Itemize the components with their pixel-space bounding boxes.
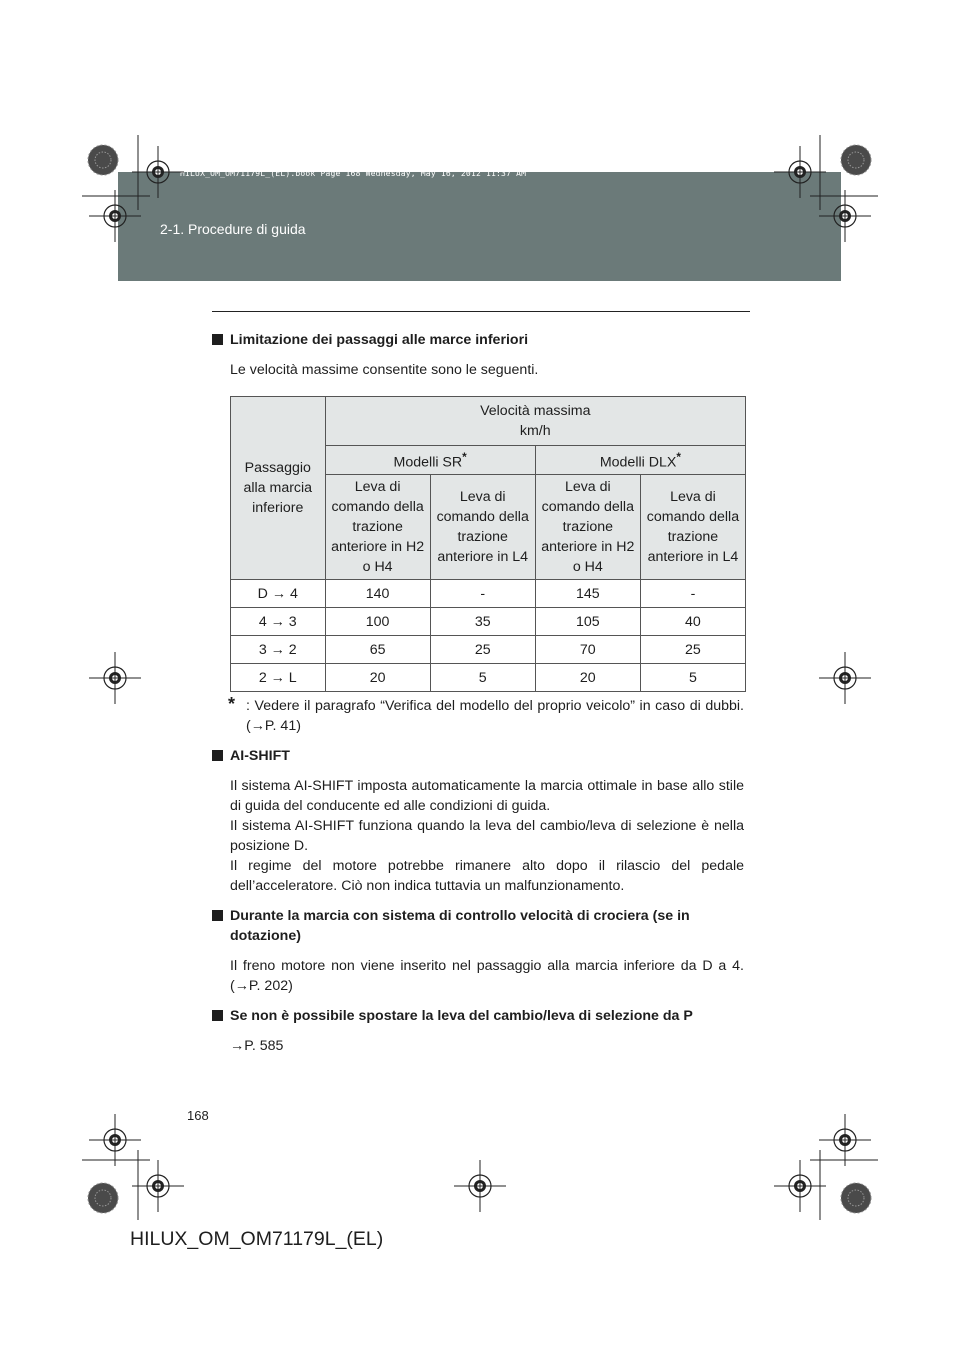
- table-header-cell: Modelli SR*: [325, 446, 535, 475]
- registration-cross-icon: [819, 1114, 871, 1166]
- registration-cross-icon: [89, 652, 141, 704]
- registration-cross-icon: [819, 190, 871, 242]
- registration-sun-icon: [88, 145, 118, 175]
- page-number: 168: [187, 1108, 209, 1123]
- table-cell: 140: [325, 580, 430, 608]
- registration-cross-icon: [774, 1160, 826, 1212]
- page-reference: →P. 585: [230, 1038, 284, 1054]
- main-content: [212, 330, 744, 1056]
- section-title: 2-1. Procedure di guida: [160, 221, 306, 237]
- table-header-cell: Passaggio alla marcia inferiore: [231, 397, 326, 580]
- table-cell: 40: [640, 608, 745, 636]
- section-body: Il sistema AI-SHIFT imposta automaticamente la marcia ottimale in base allo stile di guida del conducente ed alle condizioni di guida. Il sistema AI-SHIFT funziona quando la leva del cambio/leva di selezione è nella posizione D. Il regime del motore potrebbe rimanere alto dopo il rilascio del pedale dell’acceleratore. Ciò non indica tuttavia un malfunzionamento.: [230, 778, 744, 894]
- table-cell: 70: [535, 636, 640, 664]
- bullet-square-icon: [212, 750, 223, 761]
- table-cell: 25: [430, 636, 535, 664]
- table-header-cell: Modelli DLX*: [535, 446, 745, 475]
- registration-cross-icon: [454, 1160, 506, 1212]
- table-cell: 105: [535, 608, 640, 636]
- table-row: [231, 664, 746, 692]
- table-row: [231, 580, 746, 608]
- registration-cross-icon: [89, 190, 141, 242]
- table-header-cell: Leva di comando della trazione anteriore in L4: [640, 475, 745, 580]
- table-cell: 3 → 2: [231, 636, 326, 664]
- registration-sun-icon: [841, 145, 871, 175]
- registration-sun-icon: [88, 1183, 118, 1213]
- table-header-cell: Leva di comando della trazione anteriore in H2 o H4: [535, 475, 640, 580]
- table-cell: 5: [640, 664, 745, 692]
- speed-table: [230, 396, 746, 692]
- section-body: Il freno motore non viene inserito nel passaggio alla marcia inferiore da D a 4. (→P. 202): [230, 958, 744, 994]
- registration-sun-icon: [841, 1183, 871, 1213]
- table-header-cell: Leva di comando della trazione anteriore in L4: [430, 475, 535, 580]
- document-code: HILUX_OM_OM71179L_(EL): [130, 1228, 384, 1250]
- table-cell: 25: [640, 636, 745, 664]
- section-heading: Se non è possibile spostare la leva del cambio/leva di selezione da P: [212, 1006, 744, 1026]
- table-header-cell: Leva di comando della trazione anteriore in H2 o H4: [325, 475, 430, 580]
- table-cell: -: [640, 580, 745, 608]
- table-cell: 100: [325, 608, 430, 636]
- table-cell: D → 4: [231, 580, 326, 608]
- table-row: [231, 636, 746, 664]
- registration-cross-icon: [89, 1114, 141, 1166]
- book-stamp: HILUX_OM_OM71179L_(EL).book Page 168 Wednesday, May 16, 2012 11:37 AM: [180, 169, 527, 178]
- table-row: [231, 608, 746, 636]
- table-cell: 35: [430, 608, 535, 636]
- bullet-square-icon: [212, 334, 223, 345]
- section-heading: Durante la marcia con sistema di controllo velocità di crociera (se in dotazione): [212, 906, 744, 946]
- table-cell: 5: [430, 664, 535, 692]
- table-cell: 2 → L: [231, 664, 326, 692]
- table-cell: 20: [535, 664, 640, 692]
- bullet-square-icon: [212, 910, 223, 921]
- section-heading: AI-SHIFT: [212, 746, 744, 766]
- registration-cross-icon: [774, 146, 826, 198]
- table-footnote: * : Vedere il paragrafo “Verifica del modello del proprio veicolo” in caso di dubbi. (→P. 41): [228, 694, 744, 734]
- registration-cross-icon: [132, 146, 184, 198]
- section-intro: Le velocità massime consentite sono le seguenti.: [230, 362, 539, 378]
- table-header-cell: Velocità massima km/h: [325, 397, 745, 446]
- table-cell: 145: [535, 580, 640, 608]
- table-cell: 4 → 3: [231, 608, 326, 636]
- registration-cross-icon: [132, 1160, 184, 1212]
- section-heading: Limitazione dei passaggi alle marce inferiori: [212, 330, 744, 350]
- footnote-mark: *: [228, 694, 236, 714]
- table-cell: -: [430, 580, 535, 608]
- table-cell: 20: [325, 664, 430, 692]
- registration-cross-icon: [819, 652, 871, 704]
- table-cell: 65: [325, 636, 430, 664]
- bullet-square-icon: [212, 1010, 223, 1021]
